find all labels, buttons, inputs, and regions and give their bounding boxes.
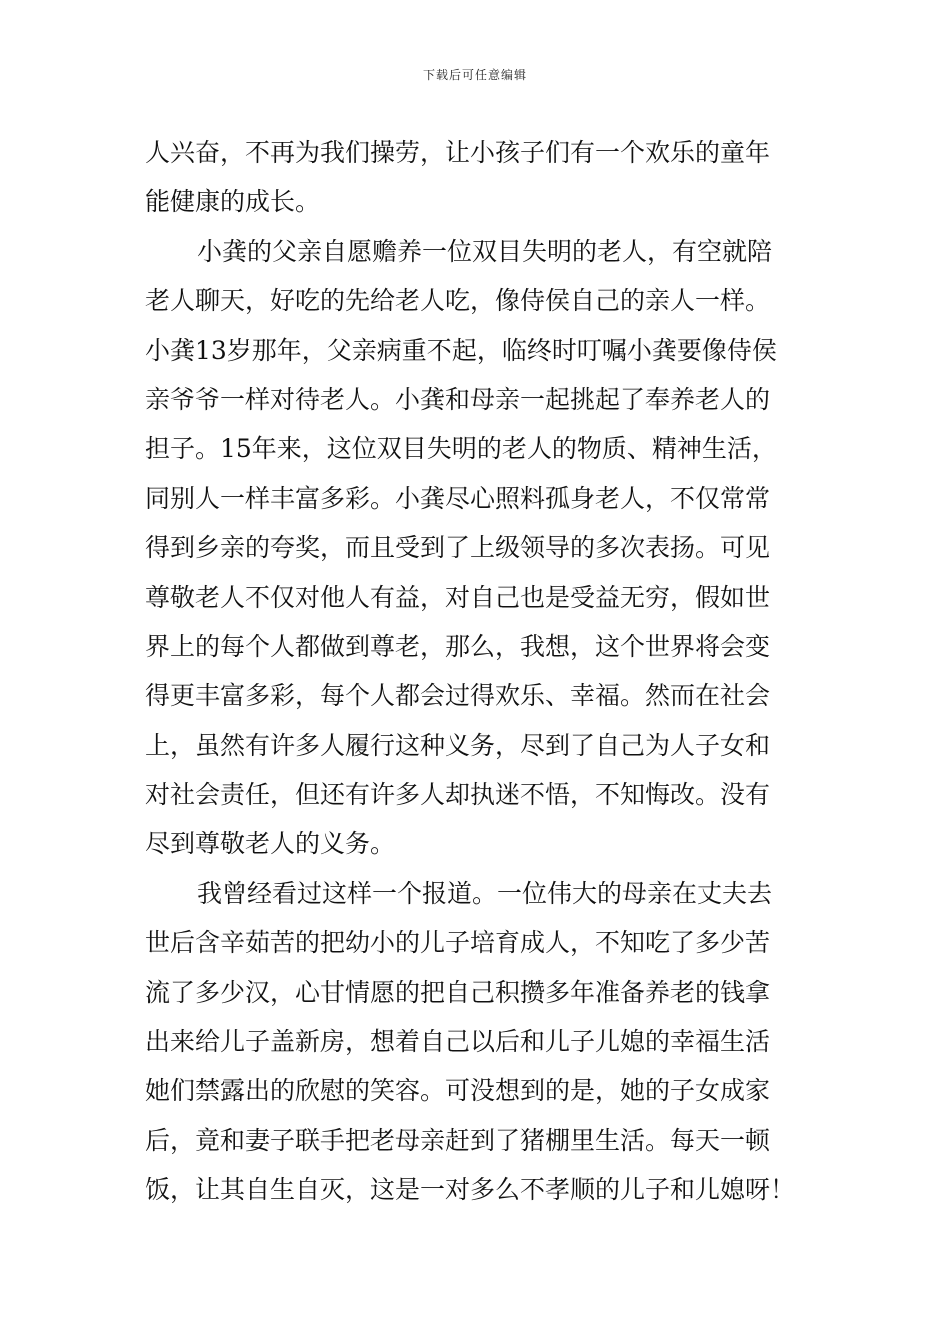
page-header: 下载后可任意编辑 — [422, 68, 527, 82]
text-line: 界上的每个人都做到尊老，那么，我想，这个世界将会变 — [145, 631, 771, 661]
text-line: 尊敬老人不仅对他人有益，对自己也是受益无穷，假如世 — [145, 582, 771, 612]
text-line: 同别人一样丰富多彩。小龚尽心照料孤身老人，不仅常常 — [145, 483, 771, 513]
paragraph-first-line: 我曾经看过这样一个报道。一位伟大的母亲在丈夫去 — [197, 878, 773, 908]
text-line: 尽到尊敬老人的义务。 — [145, 829, 396, 859]
text-line: 饭，让其自生自灭，这是一对多么不孝顺的儿子和儿媳呀！ — [145, 1175, 796, 1205]
text-line: 得更丰富多彩，每个人都会过得欢乐、幸福。然而在社会 — [145, 681, 771, 711]
body-text — [145, 128, 810, 1215]
text-line: 得到乡亲的夸奖，而且受到了上级领导的多次表扬。可见 — [145, 533, 771, 563]
text-line: 担子。15年来，这位双目失明的老人的物质、精神生活， — [145, 434, 777, 464]
text-line: 老人聊天，好吃的先给老人吃，像侍侯自己的亲人一样。 — [145, 286, 771, 316]
text-line: 世后含辛茹苦的把幼小的儿子培育成人，不知吃了多少苦 — [145, 928, 771, 958]
text-line: 出来给儿子盖新房，想着自己以后和儿子儿媳的幸福生活 — [145, 1027, 771, 1057]
text-line: 上，虽然有许多人履行这种义务，尽到了自己为人子女和 — [145, 730, 771, 760]
text-line: 后，竟和妻子联手把老母亲赶到了猪棚里生活。每天一顿 — [145, 1125, 771, 1155]
text-line: 流了多少汉，心甘情愿的把自己积攒多年准备养老的钱拿 — [145, 977, 771, 1007]
text-line: 对社会责任，但还有许多人却执迷不悟，不知悔改。没有 — [145, 780, 771, 810]
paragraph-first-line: 小龚的父亲自愿赡养一位双目失明的老人，有空就陪 — [197, 236, 773, 266]
text-line: 小龚13岁那年，父亲病重不起，临终时叮嘱小龚要像侍侯 — [145, 335, 777, 365]
text-line: 人兴奋，不再为我们操劳，让小孩子们有一个欢乐的童年 — [145, 138, 771, 167]
text-line: 她们禁露出的欣慰的笑容。可没想到的是，她的子女成家 — [145, 1076, 771, 1106]
text-line: 能健康的成长。 — [145, 187, 321, 217]
text-line: 亲爷爷一样对待老人。小龚和母亲一起挑起了奉养老人的 — [145, 384, 771, 414]
